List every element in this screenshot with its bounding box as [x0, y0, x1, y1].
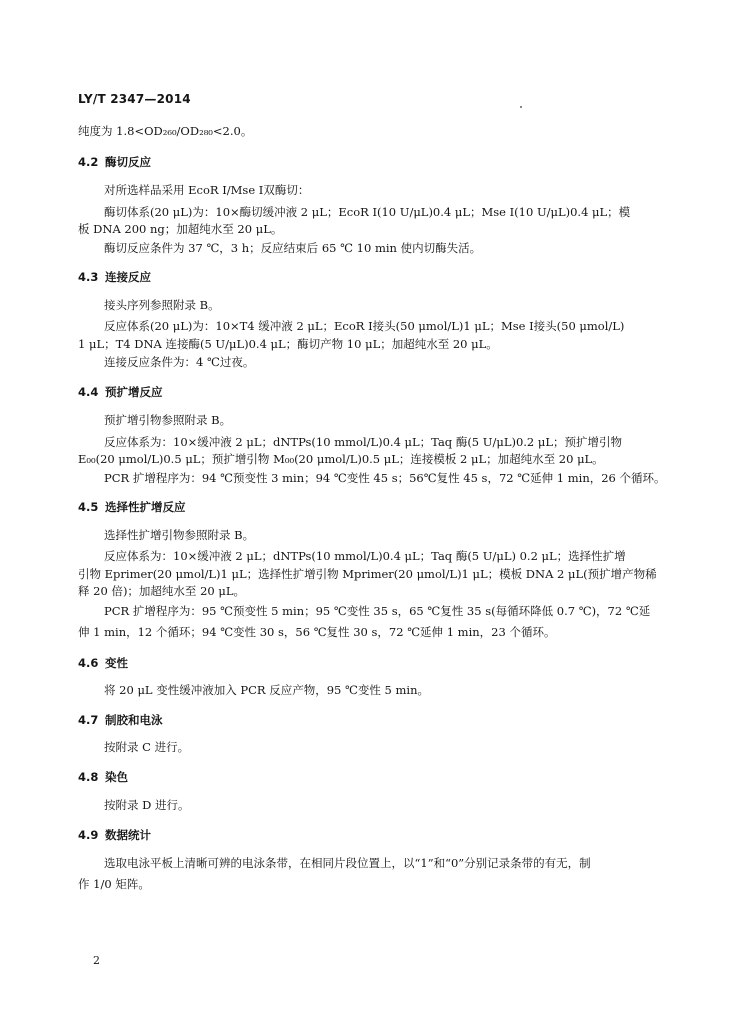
- page-number: 2: [93, 954, 100, 967]
- section-title: 染色: [105, 770, 128, 784]
- paragraph: 反应体系为：10×缓冲液 2 μL；dNTPs(10 mmol/L)0.4 μL；Taq 酶(5 U/μL)0.2 μL；预扩增引物: [104, 435, 622, 449]
- section-number: 4.9: [78, 828, 99, 842]
- section-number: 4.7: [78, 713, 99, 727]
- paragraph: 按附录 D 进行。: [104, 798, 190, 812]
- section-4-4-heading: [78, 385, 163, 399]
- paragraph: 释 20 倍)；加超纯水至 20 μL。: [78, 584, 245, 598]
- section-number: 4.4: [78, 385, 99, 399]
- section-4-2-heading: [78, 155, 151, 169]
- purity-text: 纯度为 1.8<OD₂₆₀/OD₂₈₀<2.0。: [78, 124, 253, 138]
- section-number: 4.5: [78, 500, 99, 514]
- paragraph: 作 1/0 矩阵。: [78, 877, 150, 891]
- section-title: 制胶和电泳: [105, 713, 163, 727]
- section-title: 预扩增反应: [105, 385, 163, 399]
- section-4-3-heading: [78, 270, 151, 284]
- standard-code-header: LY/T 2347—2014: [78, 92, 191, 106]
- paragraph: PCR 扩增程序为：95 ℃预变性 5 min；95 ℃变性 35 s，65 ℃复性 35 s(每循环降低 0.7 ℃)，72 ℃延: [104, 604, 651, 618]
- section-title: 数据统计: [105, 828, 151, 842]
- section-4-8-heading: [78, 770, 128, 784]
- paragraph: 按附录 C 进行。: [104, 740, 190, 754]
- section-title: 酶切反应: [105, 155, 151, 169]
- paragraph: 接头序列参照附录 B。: [104, 298, 220, 312]
- paragraph: 选择性扩增引物参照附录 B。: [104, 528, 255, 542]
- paragraph: 板 DNA 200 ng；加超纯水至 20 μL。: [78, 222, 283, 236]
- paragraph: 将 20 μL 变性缓冲液加入 PCR 反应产物，95 ℃变性 5 min。: [104, 683, 429, 697]
- paragraph: 对所选样品采用 EcoR Ⅰ/Mse Ⅰ双酶切：: [104, 183, 310, 197]
- section-number: 4.3: [78, 270, 99, 284]
- section-title: 变性: [105, 656, 128, 670]
- section-4-9-heading: [78, 828, 151, 842]
- paragraph: 反应体系(20 μL)为：10×T4 缓冲液 2 μL；EcoR Ⅰ接头(50 μmol/L)1 μL；Mse Ⅰ接头(50 μmol/L): [104, 319, 625, 333]
- scan-speck: [520, 106, 522, 108]
- paragraph: 连接反应条件为：4 ℃过夜。: [104, 355, 255, 369]
- paragraph: 酶切反应条件为 37 ℃，3 h；反应结束后 65 ℃ 10 min 使内切酶失活。: [104, 241, 482, 255]
- section-4-6-heading: [78, 656, 128, 670]
- section-title: 选择性扩增反应: [105, 500, 186, 514]
- section-number: 4.6: [78, 656, 99, 670]
- section-4-7-heading: [78, 713, 163, 727]
- paragraph: 引物 Eprimer(20 μmol/L)1 μL；选择性扩增引物 Mprimer(20 μmol/L)1 μL；模板 DNA 2 μL(预扩增产物稀: [78, 567, 657, 581]
- section-number: 4.8: [78, 770, 99, 784]
- paragraph: 1 μL；T4 DNA 连接酶(5 U/μL)0.4 μL；酶切产物 10 μL；加超纯水至 20 μL。: [78, 337, 498, 351]
- section-number: 4.2: [78, 155, 99, 169]
- section-title: 连接反应: [105, 270, 151, 284]
- paragraph: 选取电泳平板上清晰可辨的电泳条带，在相同片段位置上，以“1”和“0”分别记录条带的有无，制: [104, 856, 591, 870]
- paragraph: 酶切体系(20 μL)为：10×酶切缓冲液 2 μL；EcoR Ⅰ(10 U/μL)0.4 μL；Mse Ⅰ(10 U/μL)0.4 μL；模: [104, 205, 631, 219]
- paragraph: 预扩增引物参照附录 B。: [104, 413, 232, 427]
- paragraph: 伸 1 min，12 个循环；94 ℃变性 30 s，56 ℃复性 30 s，72 ℃延伸 1 min，23 个循环。: [78, 625, 556, 639]
- section-4-5-heading: [78, 500, 186, 514]
- paragraph: PCR 扩增程序为：94 ℃预变性 3 min；94 ℃变性 45 s；56℃复性 45 s，72 ℃延伸 1 min，26 个循环。: [104, 471, 666, 485]
- paragraph: E₀₀(20 μmol/L)0.5 μL；预扩增引物 M₀₀(20 μmol/L)0.5 μL；连接模板 2 μL；加超纯水至 20 μL。: [78, 452, 604, 466]
- paragraph: 反应体系为：10×缓冲液 2 μL；dNTPs(10 mmol/L)0.4 μL；Taq 酶(5 U/μL) 0.2 μL；选择性扩增: [104, 549, 626, 563]
